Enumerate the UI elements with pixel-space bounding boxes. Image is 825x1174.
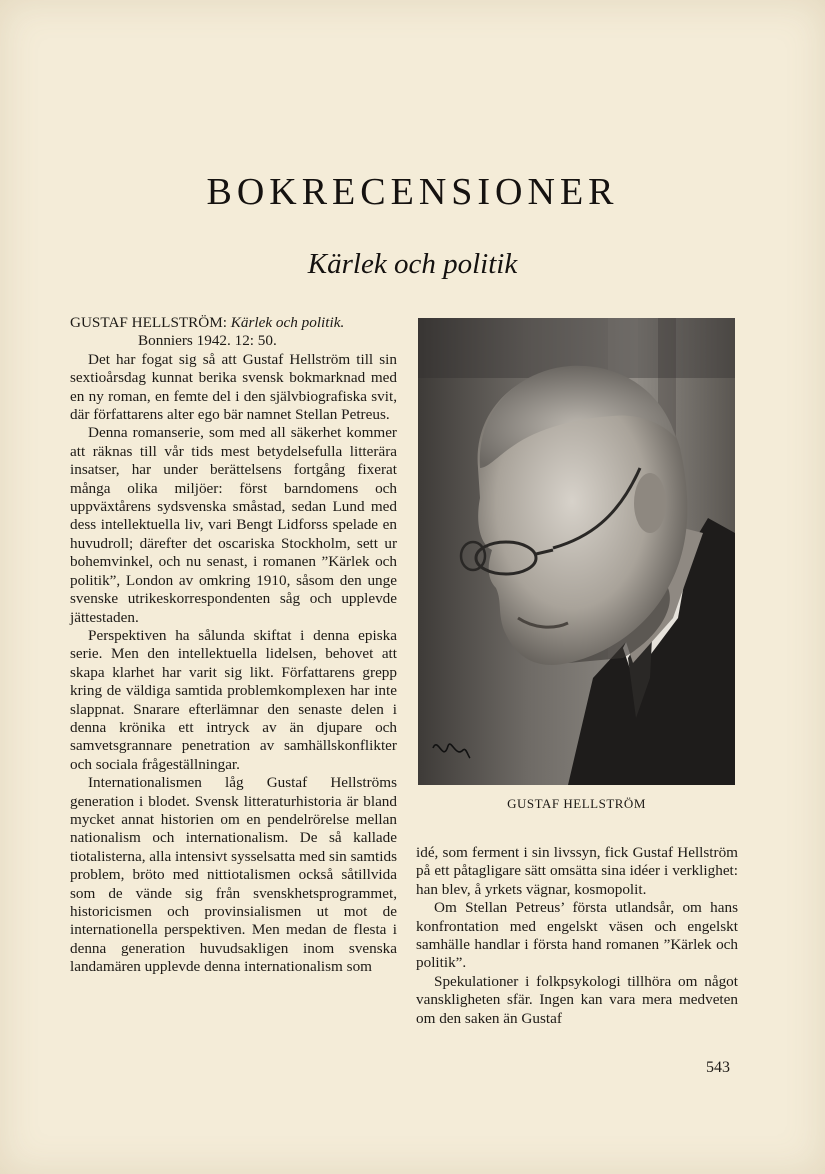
page-number: 543: [706, 1059, 730, 1076]
paragraph: Om Stellan Petreus’ första utlandsår, om hans konfrontation med engelskt väsen och engelskt samhälle handlar i första hand romanen ”Kärlek och politik”.: [416, 899, 738, 972]
paragraph: Perspektiven ha sålunda skiftat i denna episka serie. Men den intellektuella lidelsen, behovet att skapa klarhet har varit sig likt. Författarens grepp kring de väldiga samtida problemkomplexen har inte slappnat. Snarare efterlämnar den senaste delen i denna krönika ett intryck av än djupare och samvetsgrannare penetration av samhällskonflikter och sociala frågeställningar.: [70, 626, 397, 773]
portrait-illustration: [418, 318, 735, 785]
author-portrait-photo: [418, 318, 735, 785]
reference-publisher: Bonniers 1942. 12: 50.: [138, 332, 277, 350]
reference-author: GUSTAF HELLSTRÖM:: [70, 314, 227, 331]
paragraph: Denna romanserie, som med all säkerhet kommer att räknas till vår tids mest betydelsefulla litterära insatser, har under berättelsens fortgång fixerat många olika miljöer: först barndomens och uppväxtårens sydsvenska småstad, sedan Lund med dess intellektuella liv, vari Bengt Lidforss spelade en huvudroll; därefter det oscariska Stockholm, sett ur bohemvinkel, och nu senast, i romanen ”Kärlek och politik”, London av omkring 1910, såsom den unge svenske utrikeskorrespondenten såg och upplevde jättestaden.: [70, 424, 397, 626]
article-title: Kärlek och politik: [307, 248, 518, 280]
paragraph: Spekulationer i folkpsykologi tillhöra om något vanskligheten sfär. Ingen kan vara mera medveten om den saken än Gustaf: [416, 972, 738, 1027]
book-reference: [70, 314, 397, 351]
paragraph: Internationalismen låg Gustaf Hellströms generation i blodet. Svensk litteraturhistoria är bland mycket annat historien om en pendelrörelse mellan nationalism och internationalism. De så kallade tiotalisterna, alla intensivt sysselsatta med sin samtids problem, bröto med nittiotalismen också såtillvida som de vände sig från svenskhetsprogrammet, historicismen och provinsialismen ut mot de internationella perspektiven. Men medan de flesta i denna generation huvudsakligen inom svenska landamären upplevde denna internationalism som: [70, 774, 397, 976]
section-title: BOKRECENSIONER: [206, 171, 619, 213]
right-column: [416, 844, 738, 1028]
paragraph: idé, som ferment i sin livssyn, fick Gustaf Hellström på ett påtagligare sätt omsätta sina idéer i verklighet: han blev, å yrkets vägnar, kosmopolit.: [416, 844, 738, 898]
reference-book-title: Kärlek och politik.: [230, 314, 345, 331]
left-column: [70, 314, 397, 977]
photo-caption: GUSTAF HELLSTRÖM: [507, 796, 646, 811]
paragraph: Det har fogat sig så att Gustaf Hellström till sin sextioårsdag kunnat berika svensk bokmarknad med en ny roman, en femte del i den självbiografiska svit, där författarens alter ego bär namnet Stellan Petreus.: [70, 350, 397, 424]
